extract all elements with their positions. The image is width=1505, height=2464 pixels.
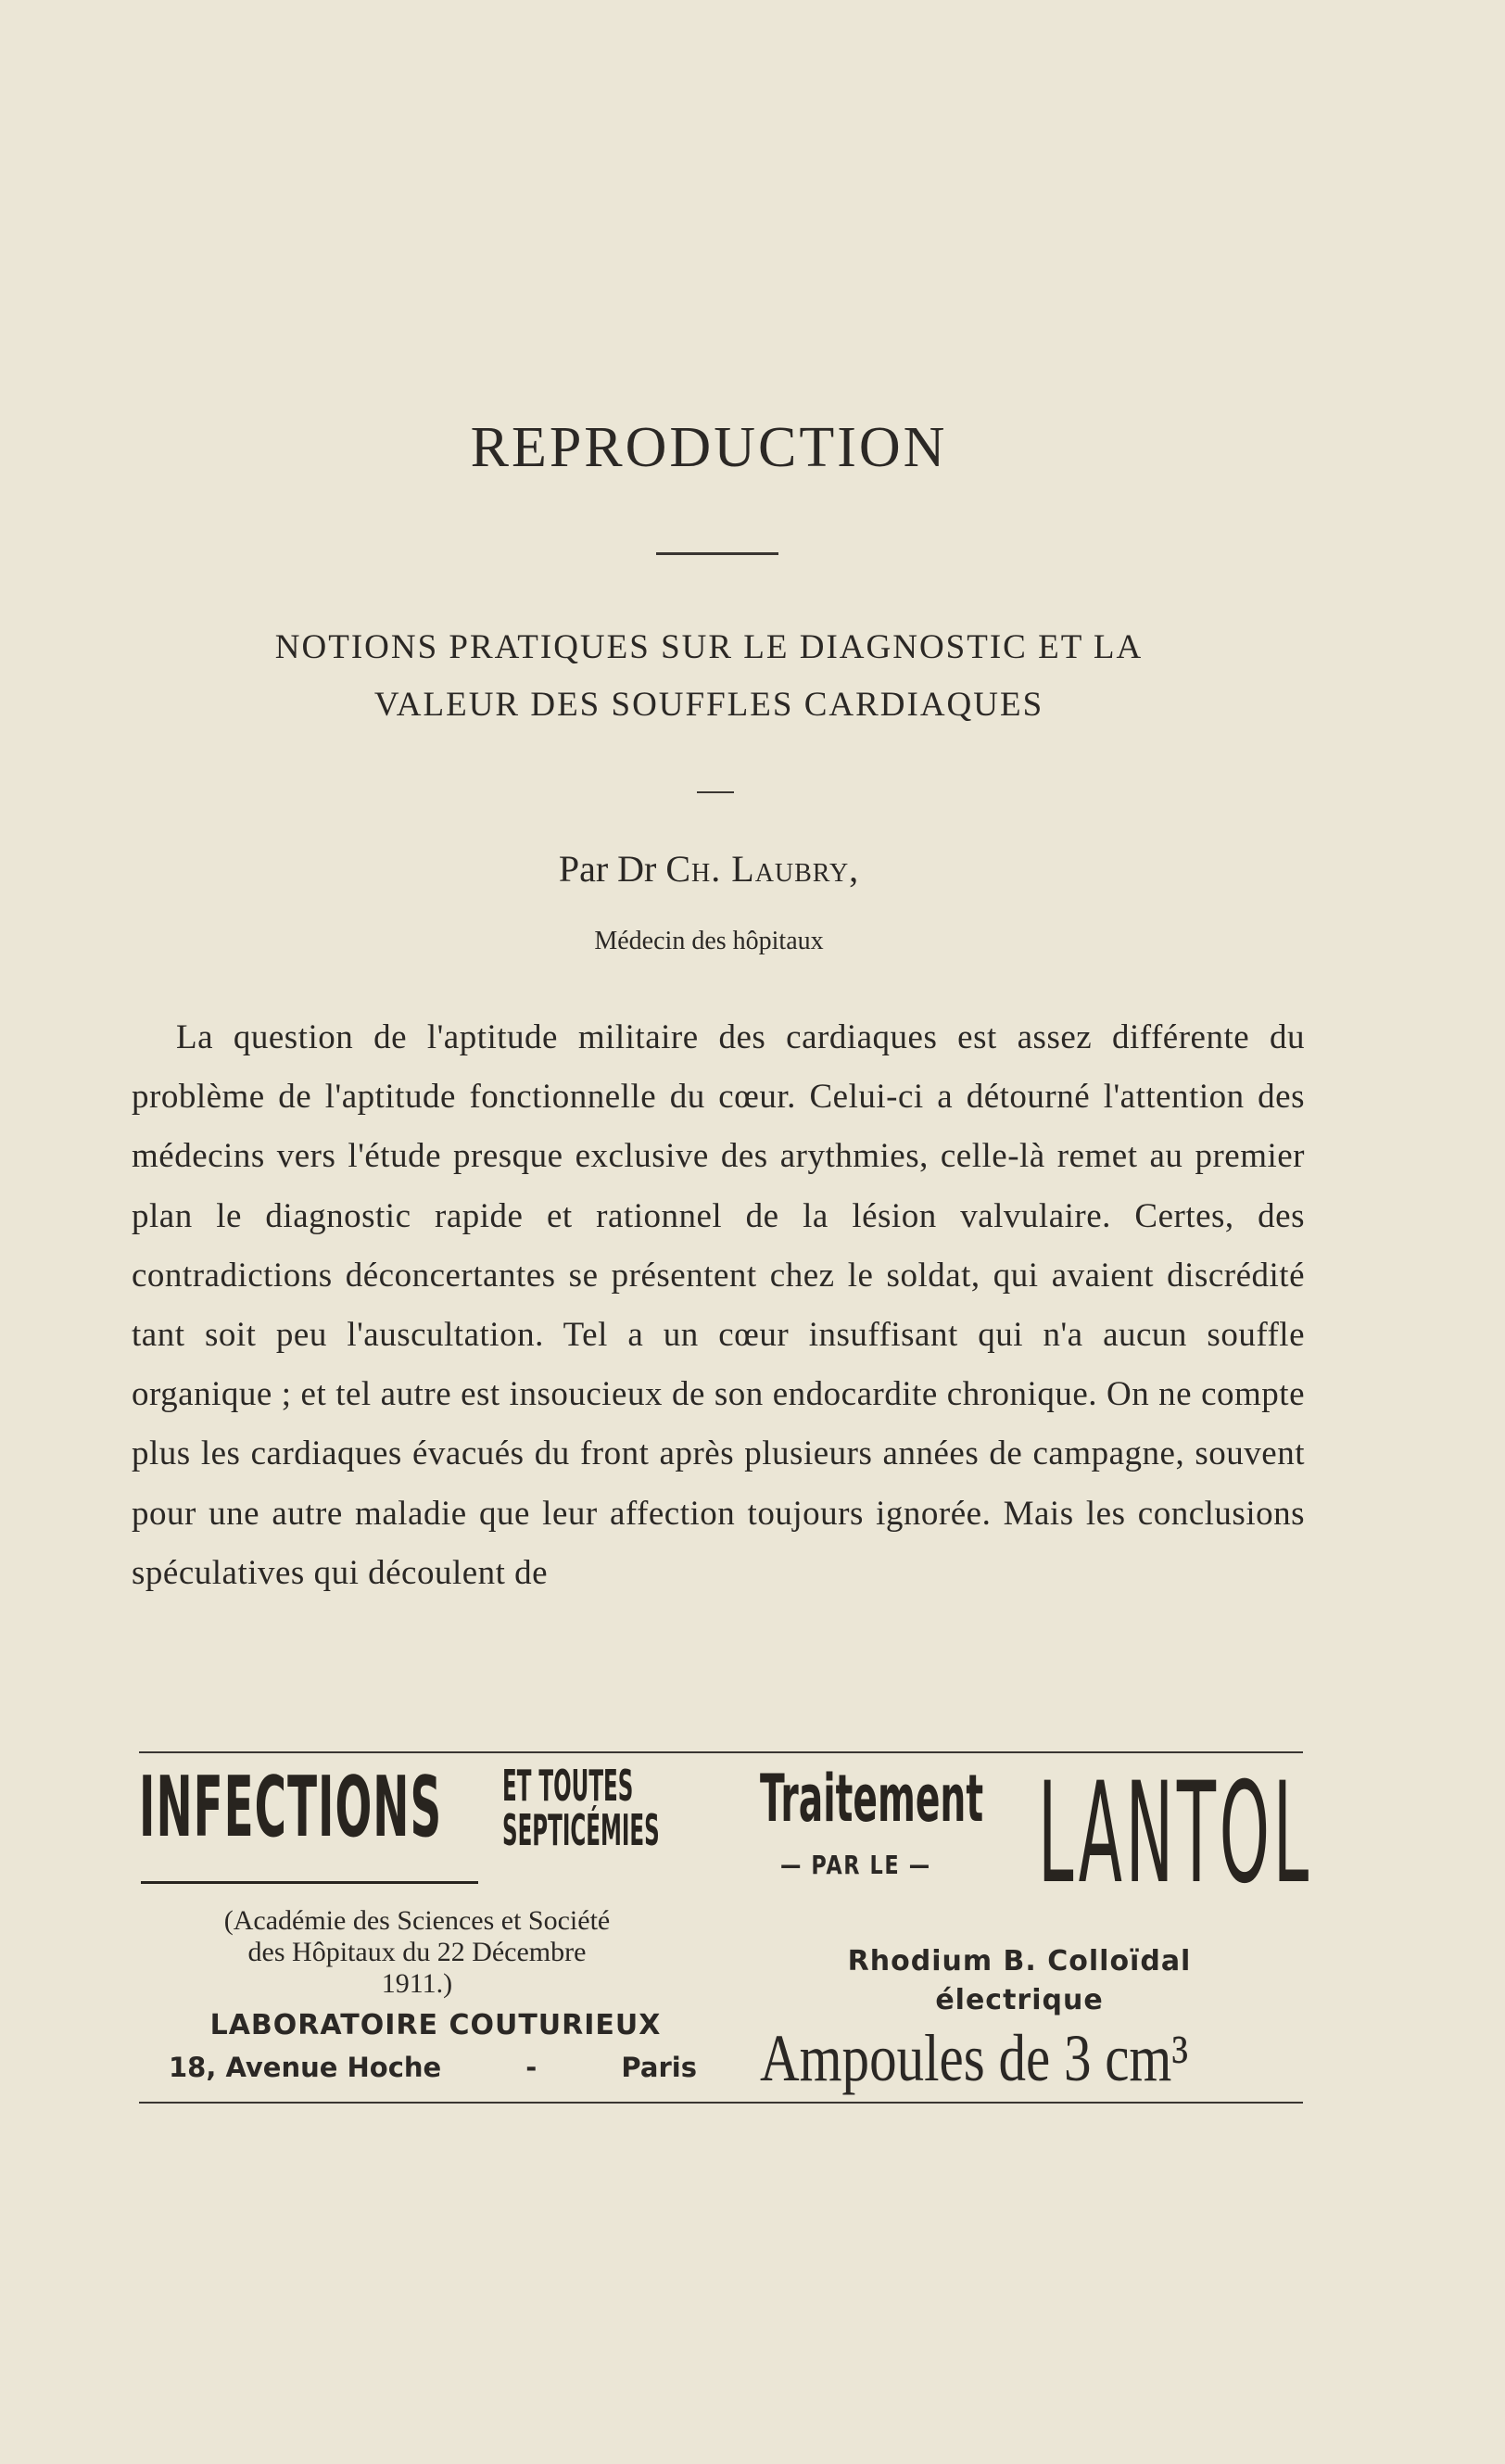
article-title-line-1: NOTIONS PRATIQUES SUR LE DIAGNOSTIC ET LA (274, 628, 1144, 666)
advert-reference-line-1: (Académie des Sciences et Société (223, 1905, 611, 1936)
advert-headline: INFECTIONS (139, 1759, 443, 1856)
advert-headline-side-1: ET TOUTES (502, 1761, 634, 1811)
advert-reference-line-3: 1911.) (381, 1968, 453, 1999)
advert-headline-side-2: SEPTICÉMIES (502, 1805, 660, 1855)
advert-laboratory: LABORATOIRE COUTURIEUX (209, 2009, 662, 2041)
advert-par-le: — PAR LE — (780, 1850, 931, 1880)
article-title (93, 619, 1325, 734)
advert-treatment: Traitement (760, 1761, 984, 1837)
body-text (132, 1008, 1305, 1603)
advert-ampoules: Ampoules de 3 cm³ (760, 2021, 1189, 2095)
advert-left (139, 1759, 732, 2092)
advert-right (760, 1753, 1312, 2095)
advert-address-city: Paris (621, 2052, 697, 2083)
article-title-line-2: VALEUR DES SOUFFLES CARDIAQUES (373, 686, 1044, 724)
advert-reference-line-2: des Hôpitaux du 22 Décembre (247, 1937, 587, 1967)
byline-prefix: Par Dr (558, 848, 657, 890)
byline (0, 847, 1418, 891)
advert-product-line-2: électrique (935, 1984, 1104, 2016)
author-role: Médecin des hôpitaux (594, 927, 824, 955)
advert-address-street: 18, Avenue Hoche (169, 2052, 442, 2083)
author-name: Ch. Laubry, (665, 848, 860, 890)
body-paragraph: La question de l'aptitude militaire des cardiaques est assez différente du problème de l'aptitude fonctionnelle du cœur. Celui-ci a détourné l'attention des médecins vers l'étude presque exclusive des arythmies, celle-là remet au premier plan le diagnostic rapide et rationnel de la lésion valvulaire. Certes, des contradictions déconcertantes se présentent chez le soldat, qui avaient discrédité tant soit peu l'auscultation. Tel a un cœur insuffisant qui n'a aucun souffle organique ; et tel autre est insoucieux de son endocardite chronique. On ne compte plus les cardiaques évacués du front après plusieurs années de campagne, souvent pour une autre maladie que leur affection toujours ignorée. Mais les conclusions spéculatives qui découlent de (132, 1018, 1305, 1592)
advert-left-rule (141, 1881, 478, 1884)
advert-reference (139, 1905, 695, 2000)
advert-address (169, 2052, 697, 2083)
advert-product-line-1: Rhodium B. Colloïdal (847, 1945, 1192, 1978)
page-heading: REPRODUCTION (470, 416, 948, 479)
title-rule (656, 552, 778, 555)
advert-address-separator: - (525, 2052, 538, 2083)
advert-brand: LANTOL (1038, 1753, 1312, 1914)
title-dash (697, 791, 734, 793)
advert-bottom-rule (139, 2102, 1303, 2104)
advert-product (760, 1942, 1279, 2020)
